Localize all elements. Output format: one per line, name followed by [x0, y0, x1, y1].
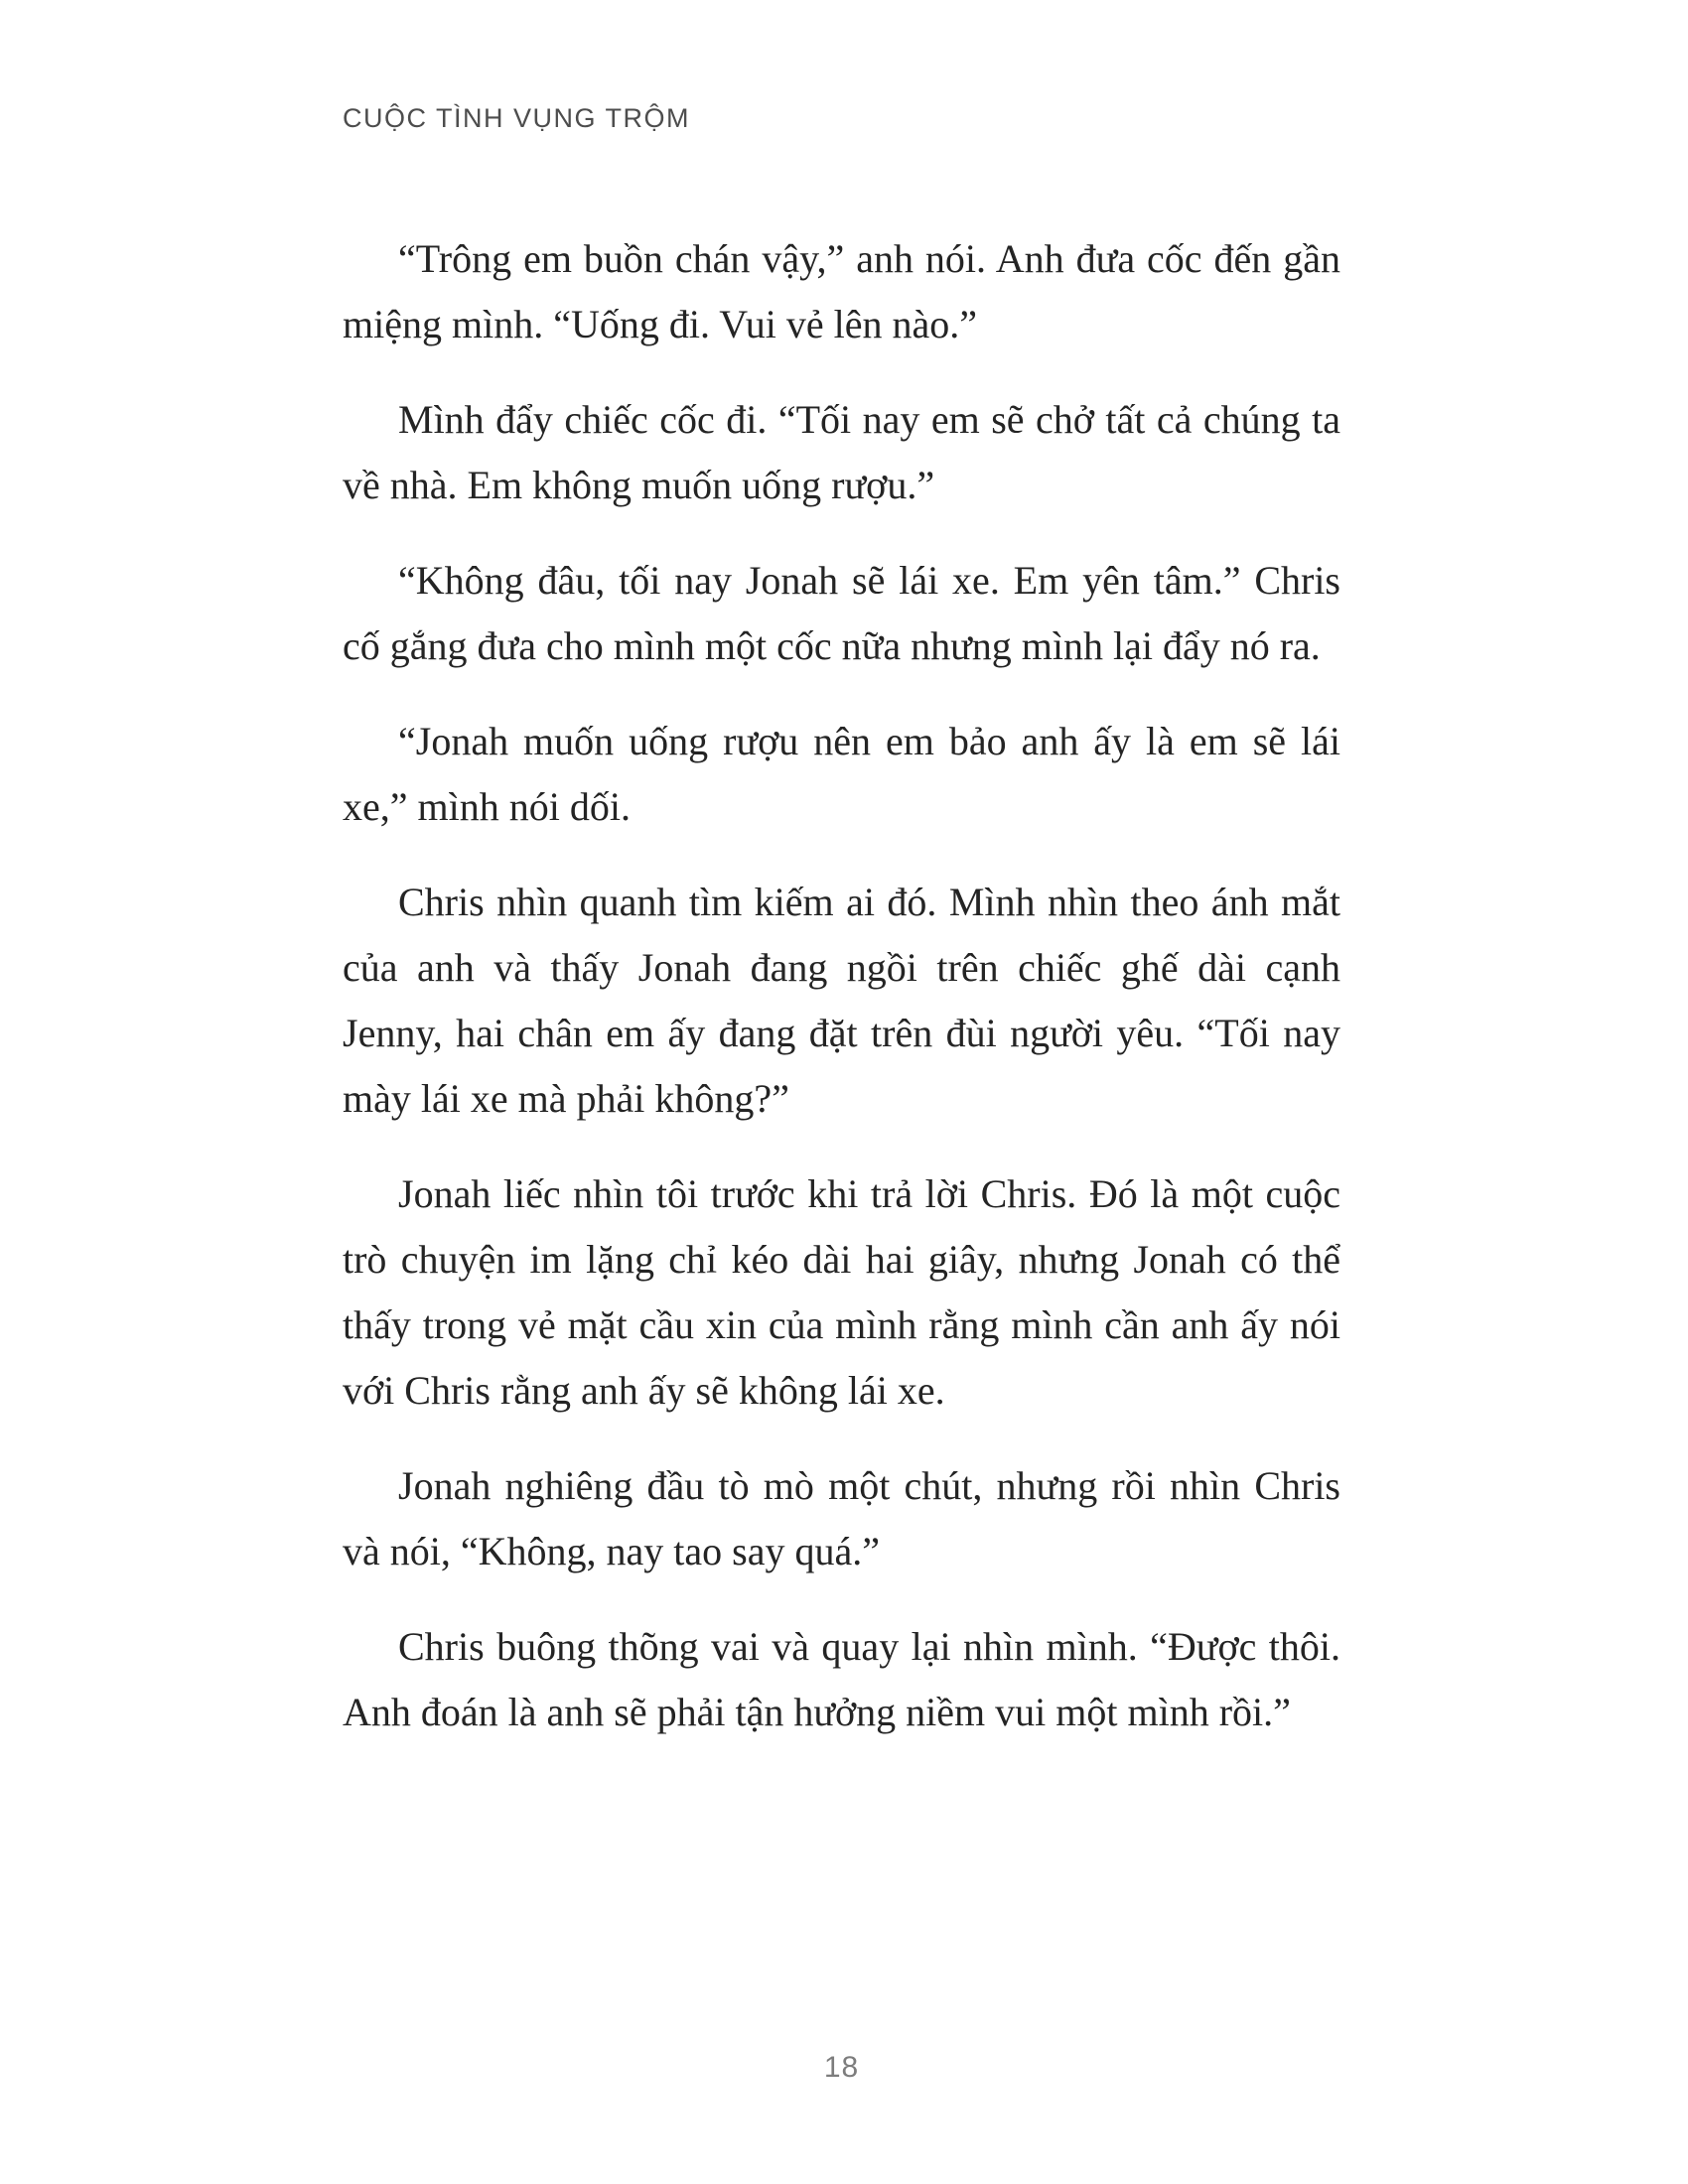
- running-header: [343, 103, 690, 134]
- page-footer: [343, 2051, 1340, 2085]
- paragraph-4: “Jonah muốn uống rượu nên em bảo anh ấy là em sẽ lái xe,” mình nói dối.: [343, 719, 1340, 829]
- paragraph-2: Mình đẩy chiếc cốc đi. “Tối nay em sẽ chở tất cả chúng ta về nhà. Em không muốn uống rượu.”: [343, 397, 1340, 507]
- paragraph-6: Jonah liếc nhìn tôi trước khi trả lời Chris. Đó là một cuộc trò chuyện im lặng chỉ kéo dài hai giây, nhưng Jonah có thể thấy trong vẻ mặt cầu xin của mình rằng mình cần anh ấy nói với Chris rằng anh ấy sẽ không lái xe.: [343, 1171, 1340, 1413]
- paragraph-3: “Không đâu, tối nay Jonah sẽ lái xe. Em yên tâm.” Chris cố gắng đưa cho mình một cốc nữa nhưng mình lại đẩy nó ra.: [343, 558, 1340, 668]
- paragraph-8: Chris buông thõng vai và quay lại nhìn mình. “Được thôi. Anh đoán là anh sẽ phải tận hưởng niềm vui một mình rồi.”: [343, 1624, 1340, 1734]
- paragraph-5: Chris nhìn quanh tìm kiếm ai đó. Mình nhìn theo ánh mắt của anh và thấy Jonah đang ngồi trên chiếc ghế dài cạnh Jenny, hai chân em ấy đang đặt trên đùi người yêu. “Tối nay mày lái xe mà phải không?”: [343, 880, 1340, 1121]
- paragraph-1: “Trông em buồn chán vậy,” anh nói. Anh đưa cốc đến gần miệng mình. “Uống đi. Vui vẻ lên nào.”: [343, 236, 1340, 346]
- page-number: 18: [823, 2051, 860, 2084]
- paragraph-7: Jonah nghiêng đầu tò mò một chút, nhưng rồi nhìn Chris và nói, “Không, nay tao say quá.”: [343, 1463, 1340, 1573]
- page-body: [343, 226, 1340, 1775]
- running-title: CUỘC TÌNH VỤNG TRỘM: [343, 103, 691, 133]
